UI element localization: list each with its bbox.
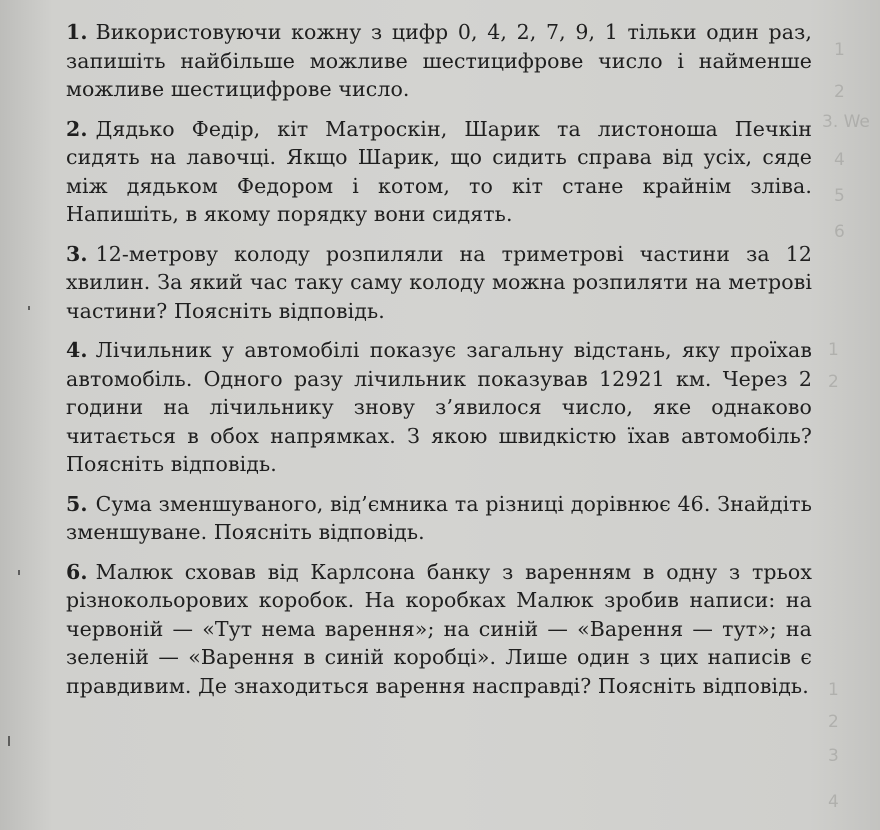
bleed-through-text: 1 — [834, 40, 845, 60]
margin-mark — [28, 306, 30, 310]
problem-text: Дядько Федір, кіт Матроскін, Шарик та листоноша Печкін сидять на лавочці. Якщо Шарик, що сидить справа від усіх, сяде між дядьком Федором і котом, то кіт стане крайнім зліва. Напишіть, в якому порядку вони сидять. — [66, 116, 812, 226]
bleed-through-text: 5 — [834, 186, 845, 206]
problem-text: 12-метрову колоду розпиляли на триметрові частини за 12 хвилин. За який час таку саму колоду можна розпиляти на метрові частини? Поясніть відповідь. — [66, 241, 812, 323]
problem-text: Сума зменшуваного, від’ємника та різниці дорівнює 46. Знайдіть зменшуване. Поясніть відповідь. — [66, 491, 812, 544]
margin-mark — [8, 736, 10, 746]
margin-mark — [18, 570, 20, 575]
problem-number: 4. — [66, 338, 88, 362]
problem-number: 6. — [66, 559, 88, 584]
bleed-through-text: 1 — [828, 340, 839, 360]
bleed-through-text: 4 — [834, 150, 845, 170]
problem-number: 5. — [66, 491, 88, 516]
bleed-through-text: 1 — [828, 680, 839, 700]
bleed-through-text: 2 — [828, 372, 839, 392]
problem-3 — [66, 240, 812, 326]
bleed-through-text: 2 — [834, 82, 845, 102]
problem-number: 3. — [66, 241, 88, 266]
problem-text: Лічильник у автомобілі показує загальну відстань, яку проїхав автомобіль. Одного разу лічильник показував 12921 км. Через 2 години на лічильнику знову з’явилося число, яке однаково читається в обох напрямках. З якою швидкістю їхав автомобіль? Поясніть відповідь. — [66, 338, 812, 476]
problem-2 — [66, 115, 812, 229]
bleed-through-text: 3. We — [822, 112, 870, 132]
problem-number: 2. — [66, 116, 88, 141]
bleed-through-text: 4 — [828, 792, 839, 812]
bleed-through-text: 3 — [828, 746, 839, 766]
problem-list — [66, 18, 812, 711]
problem-text: Використовуючи кожну з цифр 0, 4, 2, 7, 9, 1 тільки один раз, запишіть найбільше можливе шестицифрове число і найменше можливе шестицифрове число. — [66, 20, 812, 101]
bleed-through-text: 6 — [834, 222, 845, 242]
problem-text: Малюк сховав від Карлсона банку з варенням в одну з трьох різнокольорових коробок. На коробках Малюк зробив написи: на червоній — «Тут нема варення»; на синій — «Варення — тут»; на зеленій — «Варення в синій коробці». Лише один з цих написів є правдивим. Де знаходиться варення насправді? Поясніть відповідь. — [66, 559, 812, 698]
problem-number: 1. — [66, 20, 88, 44]
bleed-through-text: 2 — [828, 712, 839, 732]
problem-5 — [66, 490, 812, 547]
problem-4 — [66, 336, 812, 479]
problem-6 — [66, 558, 812, 701]
problem-1 — [66, 18, 812, 104]
